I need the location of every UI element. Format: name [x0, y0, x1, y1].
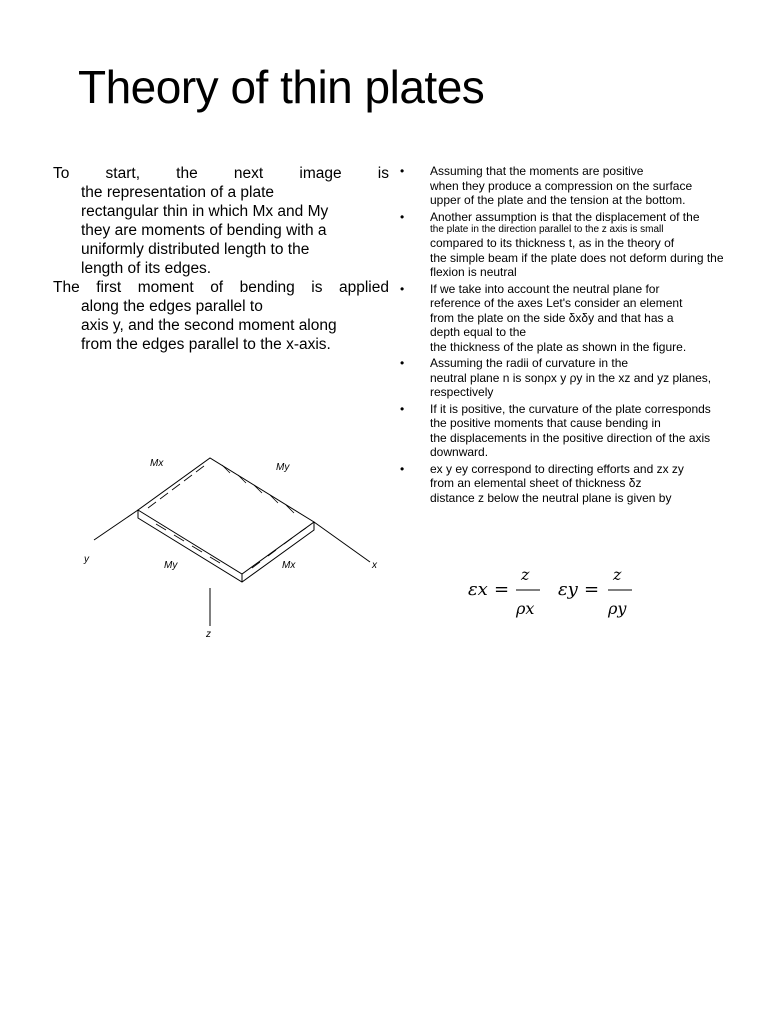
paragraph-moments	[53, 278, 389, 354]
bullet-item	[398, 402, 738, 460]
label-mx-top: Mx	[150, 458, 164, 469]
denominator-rho-x: ρx	[516, 599, 535, 618]
text-line: the representation of a plate	[81, 184, 275, 201]
text-line: the simple beam if the plate does not deform during the	[430, 250, 724, 265]
text-line: the plate in the direction parallel to the z axis is small	[430, 224, 664, 235]
text-line: the displacements in the positive direction of the axis	[430, 430, 711, 445]
text-line: distance z below the neutral plane is given by	[430, 490, 672, 505]
strain-formula	[466, 558, 646, 628]
word: first	[96, 279, 122, 296]
label-mx-bottom: Mx	[282, 560, 296, 571]
text-line: the positive moments that cause bending in	[430, 416, 661, 430]
word: next	[233, 165, 264, 182]
text-line: they are moments of bending with a	[81, 222, 327, 239]
text-line: reference of the axes Let's consider an element	[430, 296, 683, 310]
text-line: compared to its thickness t, as in the theory of	[430, 236, 675, 250]
bullet-dot: •	[400, 281, 405, 296]
word: applied	[339, 279, 389, 296]
numerator-z: z	[613, 565, 622, 584]
bullet-dot: •	[400, 209, 405, 224]
paragraph-body	[53, 183, 389, 278]
paragraph-first-line	[53, 164, 389, 183]
word: of	[210, 279, 224, 296]
equals-sign: =	[494, 579, 510, 600]
bullet-list	[398, 164, 738, 507]
equals-sign: =	[584, 579, 600, 600]
bullet-item	[398, 356, 738, 400]
text-line: when they produce a compression on the surface	[430, 178, 693, 193]
epsilon-x: εx	[468, 579, 488, 600]
bullet-dot: •	[400, 401, 405, 416]
page-title: Theory of thin plates	[78, 61, 485, 113]
word: To	[53, 165, 70, 182]
text-line: from the edges parallel to the x-axis.	[81, 336, 331, 353]
paragraph-first-line	[53, 278, 389, 297]
axis-x-label: x	[372, 560, 377, 571]
word: the	[176, 165, 198, 182]
text-line: along the edges parallel to	[81, 298, 263, 315]
text-line: Assuming that the moments are positive	[430, 164, 644, 178]
word: is	[377, 165, 389, 182]
word: start,	[105, 165, 140, 182]
text-line: If we take into account the neutral plane for	[430, 281, 660, 296]
text-line: uniformly distributed length to the	[81, 241, 310, 258]
text-line: Assuming the radii of curvature in the	[430, 356, 629, 370]
text-line: depth equal to the	[430, 325, 527, 339]
axis-z-label: z	[206, 629, 211, 640]
word: moment	[137, 279, 194, 296]
text-line: ex y ey correspond to directing efforts and zx zy	[430, 461, 684, 476]
word: image	[299, 165, 342, 182]
word: The	[53, 279, 80, 296]
bullet-item	[398, 210, 738, 280]
text-line: from the plate on the side δxδy and that has a	[430, 310, 674, 325]
text-line: length of its edges.	[81, 260, 212, 277]
axis-y-label: y	[84, 554, 89, 565]
word: bending	[239, 279, 295, 296]
bullet-item	[398, 282, 738, 355]
label-my-top: My	[276, 462, 290, 473]
label-my-bottom: My	[164, 560, 178, 571]
text-line: from an elemental sheet of thickness δz	[430, 476, 642, 490]
text-line: Another assumption is that the displacement of the	[430, 209, 700, 224]
bullet-dot: •	[400, 164, 405, 178]
text-line: downward.	[430, 445, 489, 459]
text-line: rectangular thin in which Mx and My	[81, 203, 329, 220]
epsilon-y: εy	[558, 579, 578, 600]
text-line: flexion is neutral	[430, 265, 517, 279]
text-line: If it is positive, the curvature of the plate corresponds	[430, 401, 711, 416]
bullet-dot: •	[400, 461, 405, 476]
denominator-rho-y: ρy	[608, 599, 627, 618]
bullet-dot: •	[400, 356, 405, 370]
paragraph-body	[53, 297, 389, 354]
text-line: neutral plane n is sonρx y ρy in the xz and yz planes,	[430, 370, 712, 385]
text-line: axis y, and the second moment along	[81, 317, 337, 334]
text-line: respectively	[430, 385, 494, 399]
plate-diagram	[76, 440, 386, 650]
plate-outline	[94, 458, 370, 626]
bullet-item	[398, 462, 738, 506]
text-line: the thickness of the plate as shown in the figure.	[430, 339, 687, 354]
text-line: upper of the plate and the tension at the bottom.	[430, 193, 686, 207]
word: is	[311, 279, 323, 296]
numerator-z: z	[521, 565, 530, 584]
left-column	[53, 164, 389, 354]
bullet-item	[398, 164, 738, 208]
paragraph-intro	[53, 164, 389, 278]
